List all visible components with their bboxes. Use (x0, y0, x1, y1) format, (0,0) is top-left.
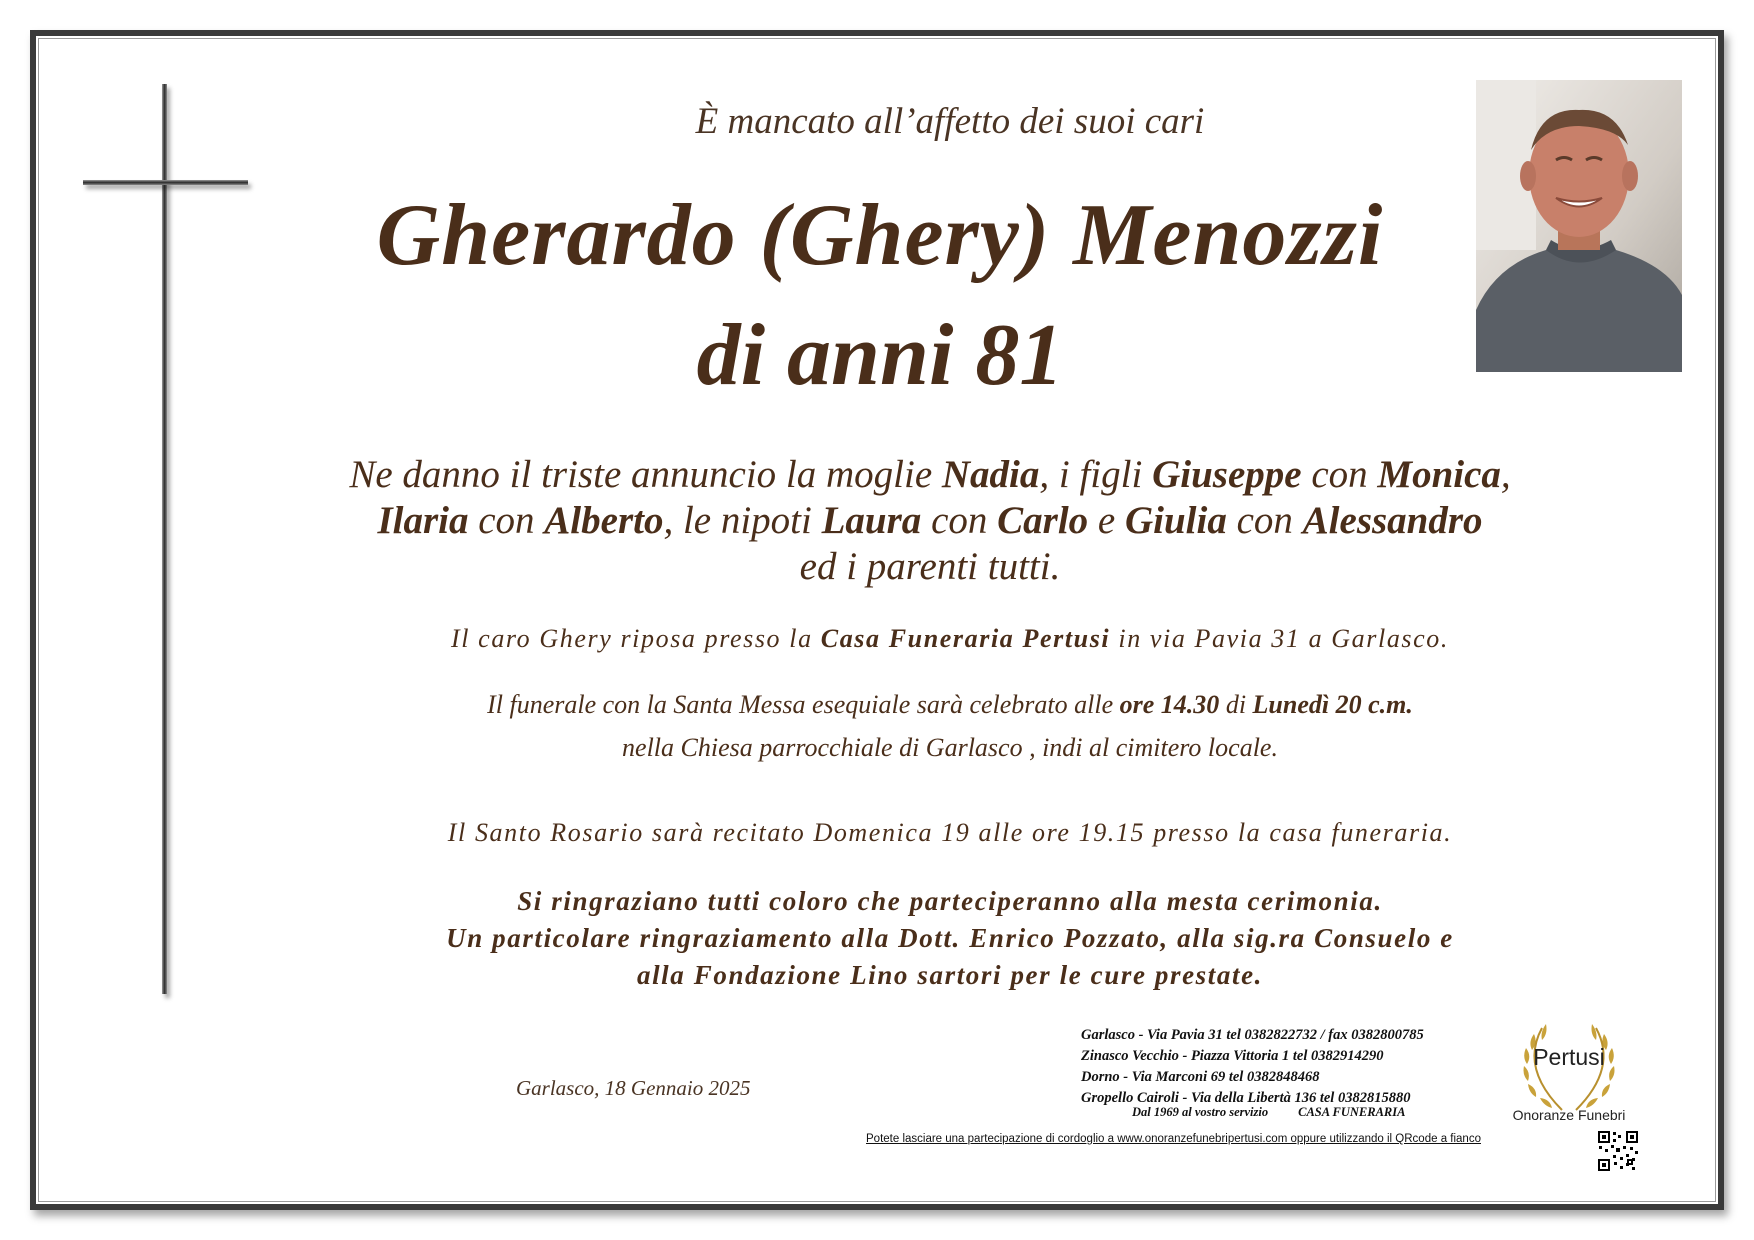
announcement-text: , le nipoti (663, 499, 822, 542)
announcement-text: e (1088, 499, 1125, 542)
deceased-age: di anni 81 (696, 307, 1064, 404)
thanks-line-3: alla Fondazione Lino sartori per le cure prestate. (636, 960, 1264, 990)
portrait-photo (1476, 80, 1682, 372)
logo-name: Pertusi (1533, 1044, 1605, 1070)
address-line: Dorno - Via Marconi 69 tel 0382848468 (1081, 1069, 1320, 1085)
announcement-text: con (1226, 499, 1303, 542)
funeral-time: ore 14.30 (1119, 690, 1220, 719)
announcement-name: Nadia (941, 453, 1040, 496)
announcement-line-1 (280, 452, 1580, 498)
cross-icon-arm (83, 180, 248, 185)
funeral-location: nella Chiesa parrocchiale di Garlasco , indi al cimitero locale. (622, 733, 1278, 762)
deceased-name: Gherardo (Ghery) Menozzi (376, 187, 1384, 284)
announcement-name: Alessandro (1302, 499, 1483, 542)
announcement-text: ed i parenti tutti. (799, 545, 1061, 588)
thanks-line-2: Un particolare ringraziamento alla Dott. Enrico Pozzato, alla sig.ra Consuelo e (446, 923, 1454, 953)
address-line: Gropello Cairoli - Via della Libertà 136 tel 0382815880 (1081, 1090, 1411, 1106)
announcement (280, 452, 1580, 590)
announcement-name: Giuseppe (1152, 453, 1302, 496)
announcement-text: con (468, 499, 545, 542)
logo-subtitle: Onoranze Funebri (1512, 1107, 1626, 1123)
announcement-name: Monica (1377, 453, 1501, 496)
thanks-block (300, 883, 1600, 994)
announcement-text: , (1500, 453, 1511, 496)
announcement-name: Ilaria (377, 499, 469, 542)
announcement-text: con (1301, 453, 1378, 496)
rest-before: Il caro Ghery riposa presso la (451, 624, 821, 653)
tagline-right: CASA FUNERARIA (1298, 1105, 1406, 1119)
rest-place: Casa Funeraria Pertusi (820, 624, 1111, 653)
address-line: Zinasco Vecchio - Piazza Vittoria 1 tel 0382914290 (1081, 1048, 1384, 1064)
rest-notice (300, 624, 1600, 654)
announcement-name: Carlo (997, 499, 1089, 542)
funeral-middle: di (1219, 690, 1253, 719)
funeral-notice (300, 690, 1600, 720)
funeral-day: Lunedì 20 c.m. (1252, 690, 1413, 719)
cross-icon (162, 84, 167, 994)
tagline (1132, 1105, 1405, 1120)
thanks-line-1: Si ringraziano tutti coloro che parteciperanno alla mesta cerimonia. (517, 886, 1383, 916)
announcement-line-2 (280, 498, 1580, 544)
funeral-before: Il funerale con la Santa Messa esequiale sarà celebrato alle (487, 690, 1120, 719)
intro-text: È mancato all’affetto dei suoi cari (695, 101, 1205, 142)
announcement-name: Alberto (544, 499, 664, 542)
funeral-home-addresses (1081, 1025, 1424, 1109)
announcement-text: con (921, 499, 998, 542)
announcement-text: Ne danno il triste annuncio la moglie (349, 453, 942, 496)
address-line: Garlasco - Via Pavia 31 tel 0382822732 / fax 0382800785 (1081, 1027, 1424, 1043)
notice-date: Garlasco, 18 Gennaio 2025 (516, 1076, 751, 1100)
qr-code-icon[interactable] (1597, 1130, 1639, 1172)
announcement-line-3 (280, 544, 1580, 590)
announcement-name: Giulia (1124, 499, 1227, 542)
announcement-text: , i figli (1039, 453, 1153, 496)
announcement-name: Laura (821, 499, 922, 542)
rosary-notice: Il Santo Rosario sarà recitato Domenica 19 alle ore 19.15 presso la casa funeraria. (447, 818, 1453, 847)
rest-after: in via Pavia 31 a Garlasco. (1110, 624, 1449, 653)
condolence-link[interactable]: Potete lasciare una partecipazione di cordoglio a www.onoranzefunebripertusi.com oppure utilizzando il QRcode a fianco (866, 1133, 1481, 1145)
tagline-left: Dal 1969 al vostro servizio (1132, 1105, 1269, 1119)
